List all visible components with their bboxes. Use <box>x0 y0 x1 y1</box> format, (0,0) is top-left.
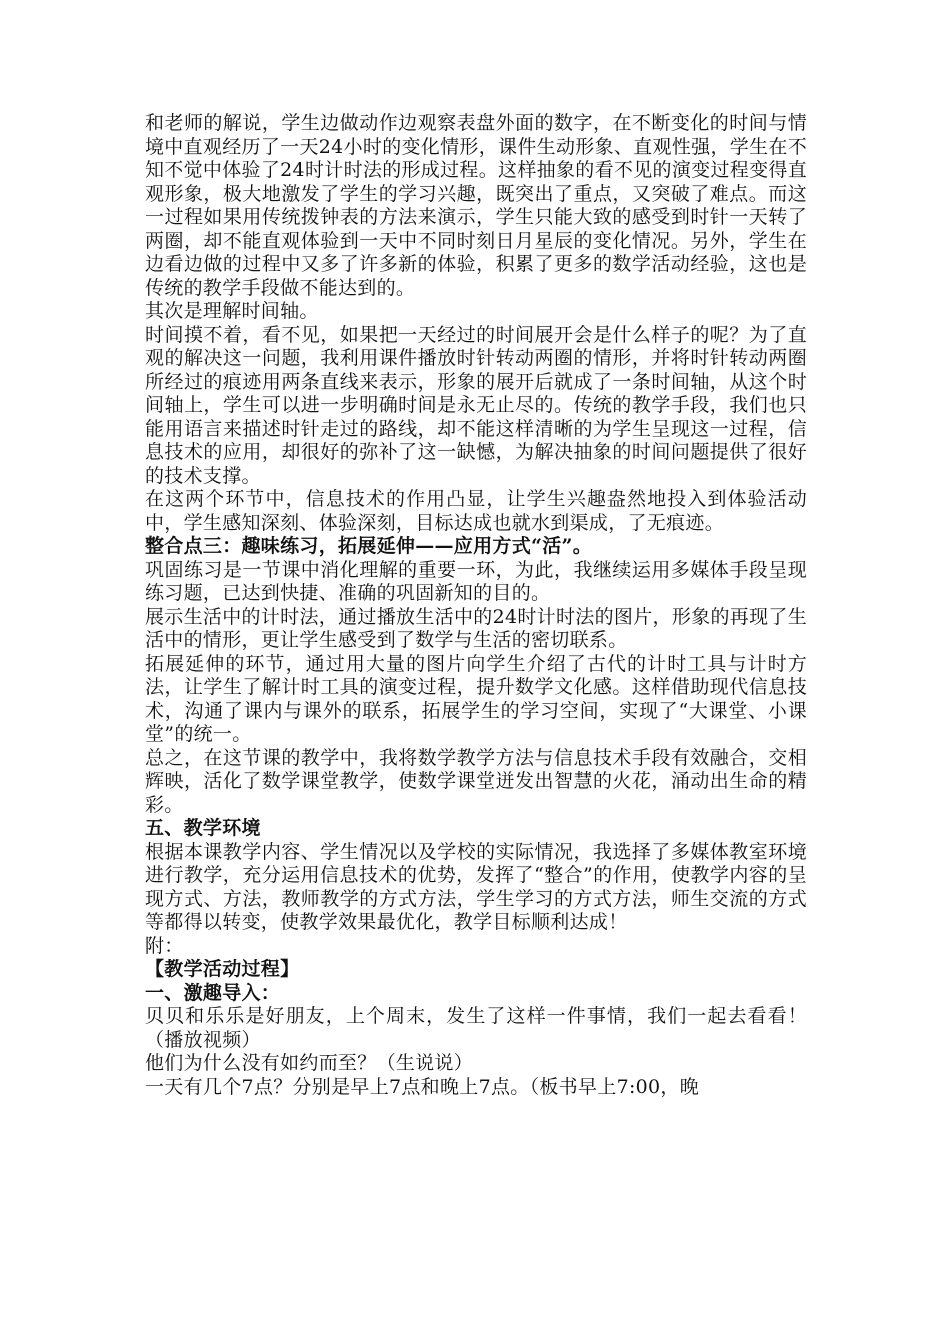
document-page <box>145 112 807 1099</box>
paragraph-6: 巩固练习是一节课中消化理解的重要一环，为此，我继续运用多媒体手段呈现练习题，已达到快捷、准确的巩固新知的目的。 <box>145 558 807 604</box>
paragraph-3: 时间摸不着，看不见，如果把一天经过的时间展开会是什么样子的呢？为了直观的解决这一问题，我利用课件播放时针转动两圈的情形，并将时针转动两圈所经过的痕迹用两条直线来表示，形象的展开后就成了一条时间轴，从这个时间轴上，学生可以进一步明确时间是永无止尽的。传统的教学手段，我们也只能用语言来描述时针走过的路线，却不能这样清晰的为学生呈现这一过程，信息技术的应用，却很好的弥补了这一缺憾，为解决抽象的时间问题提供了很好的技术支撑。 <box>145 323 807 487</box>
paragraph-1: 和老师的解说，学生边做动作边观察表盘外面的数字，在不断变化的时间与情境中直观经历了一天24小时的变化情形，课件生动形象、直观性强，学生在不知不觉中体验了24时计时法的形成过程。这样抽象的看不见的演变过程变得直观形象，极大地激发了学生的学习兴趣，既突出了重点，又突破了难点。而这一过程如果用传统拨钟表的方法来演示，学生只能大致的感受到时针一天转了两圈，却不能直观体验到一天中不同时刻日月星辰的变化情况。另外，学生在边看边做的过程中又多了许多新的体验，积累了更多的数学活动经验，这也是传统的教学手段做不能达到的。 <box>145 112 807 299</box>
section-heading-integration-3: 整合点三：趣味练习，拓展延伸——应用方式“活”。 <box>145 535 593 557</box>
section-heading-introduction: 一、激趣导入： <box>145 981 281 1004</box>
paragraph-16: 他们为什么没有如约而至？（生说说） <box>145 1052 474 1074</box>
section-heading-activity-process: 【教学活动过程】 <box>145 958 300 980</box>
paragraph-12: 附： <box>145 934 184 957</box>
paragraph-8: 拓展延伸的环节，通过用大量的图片向学生介绍了古代的计时工具与计时方法，让学生了解计时工具的演变过程，提升数学文化感。这样借助现代信息技术，沟通了课内与课外的联系，拓展学生的学习空间，实现了“大课堂、小课堂”的统一。 <box>145 652 807 745</box>
paragraph-2: 其次是理解时间轴。 <box>145 300 319 322</box>
paragraph-11: 根据本课教学内容、学生情况以及学校的实际情况，我选择了多媒体教室环境进行教学，充分运用信息技术的优势，发挥了“整合”的作用，使教学内容的呈现方式、方法，教师教学的方式方法，学生学习的方式方法，师生交流的方式等都得以转变，使教学效果最优化，教学目标顺利达成！ <box>145 840 807 933</box>
paragraph-9: 总之，在这节课的教学中，我将数学教学方法与信息技术手段有效融合，交相辉映，活化了数学课堂教学，使数学课堂迸发出智慧的火花，涌动出生命的精彩。 <box>145 746 807 816</box>
paragraph-7: 展示生活中的计时法，通过播放生活中的24时计时法的图片，形象的再现了生活中的情形，更让学生感受到了数学与生活的密切联系。 <box>145 605 807 651</box>
paragraph-4: 在这两个环节中，信息技术的作用凸显，让学生兴趣盎然地投入到体验活动中，学生感知深刻、体验深刻，目标达成也就水到渠成，了无痕迹。 <box>145 488 807 534</box>
paragraph-15: 贝贝和乐乐是好朋友，上个周末，发生了这样一件事情，我们一起去看看！（播放视频） <box>145 1005 807 1051</box>
paragraph-17: 一天有几个7点？分别是早上7点和晚上7点。（板书早上7:00，晚 <box>145 1075 700 1098</box>
section-heading-environment: 五、教学环境 <box>145 817 261 839</box>
